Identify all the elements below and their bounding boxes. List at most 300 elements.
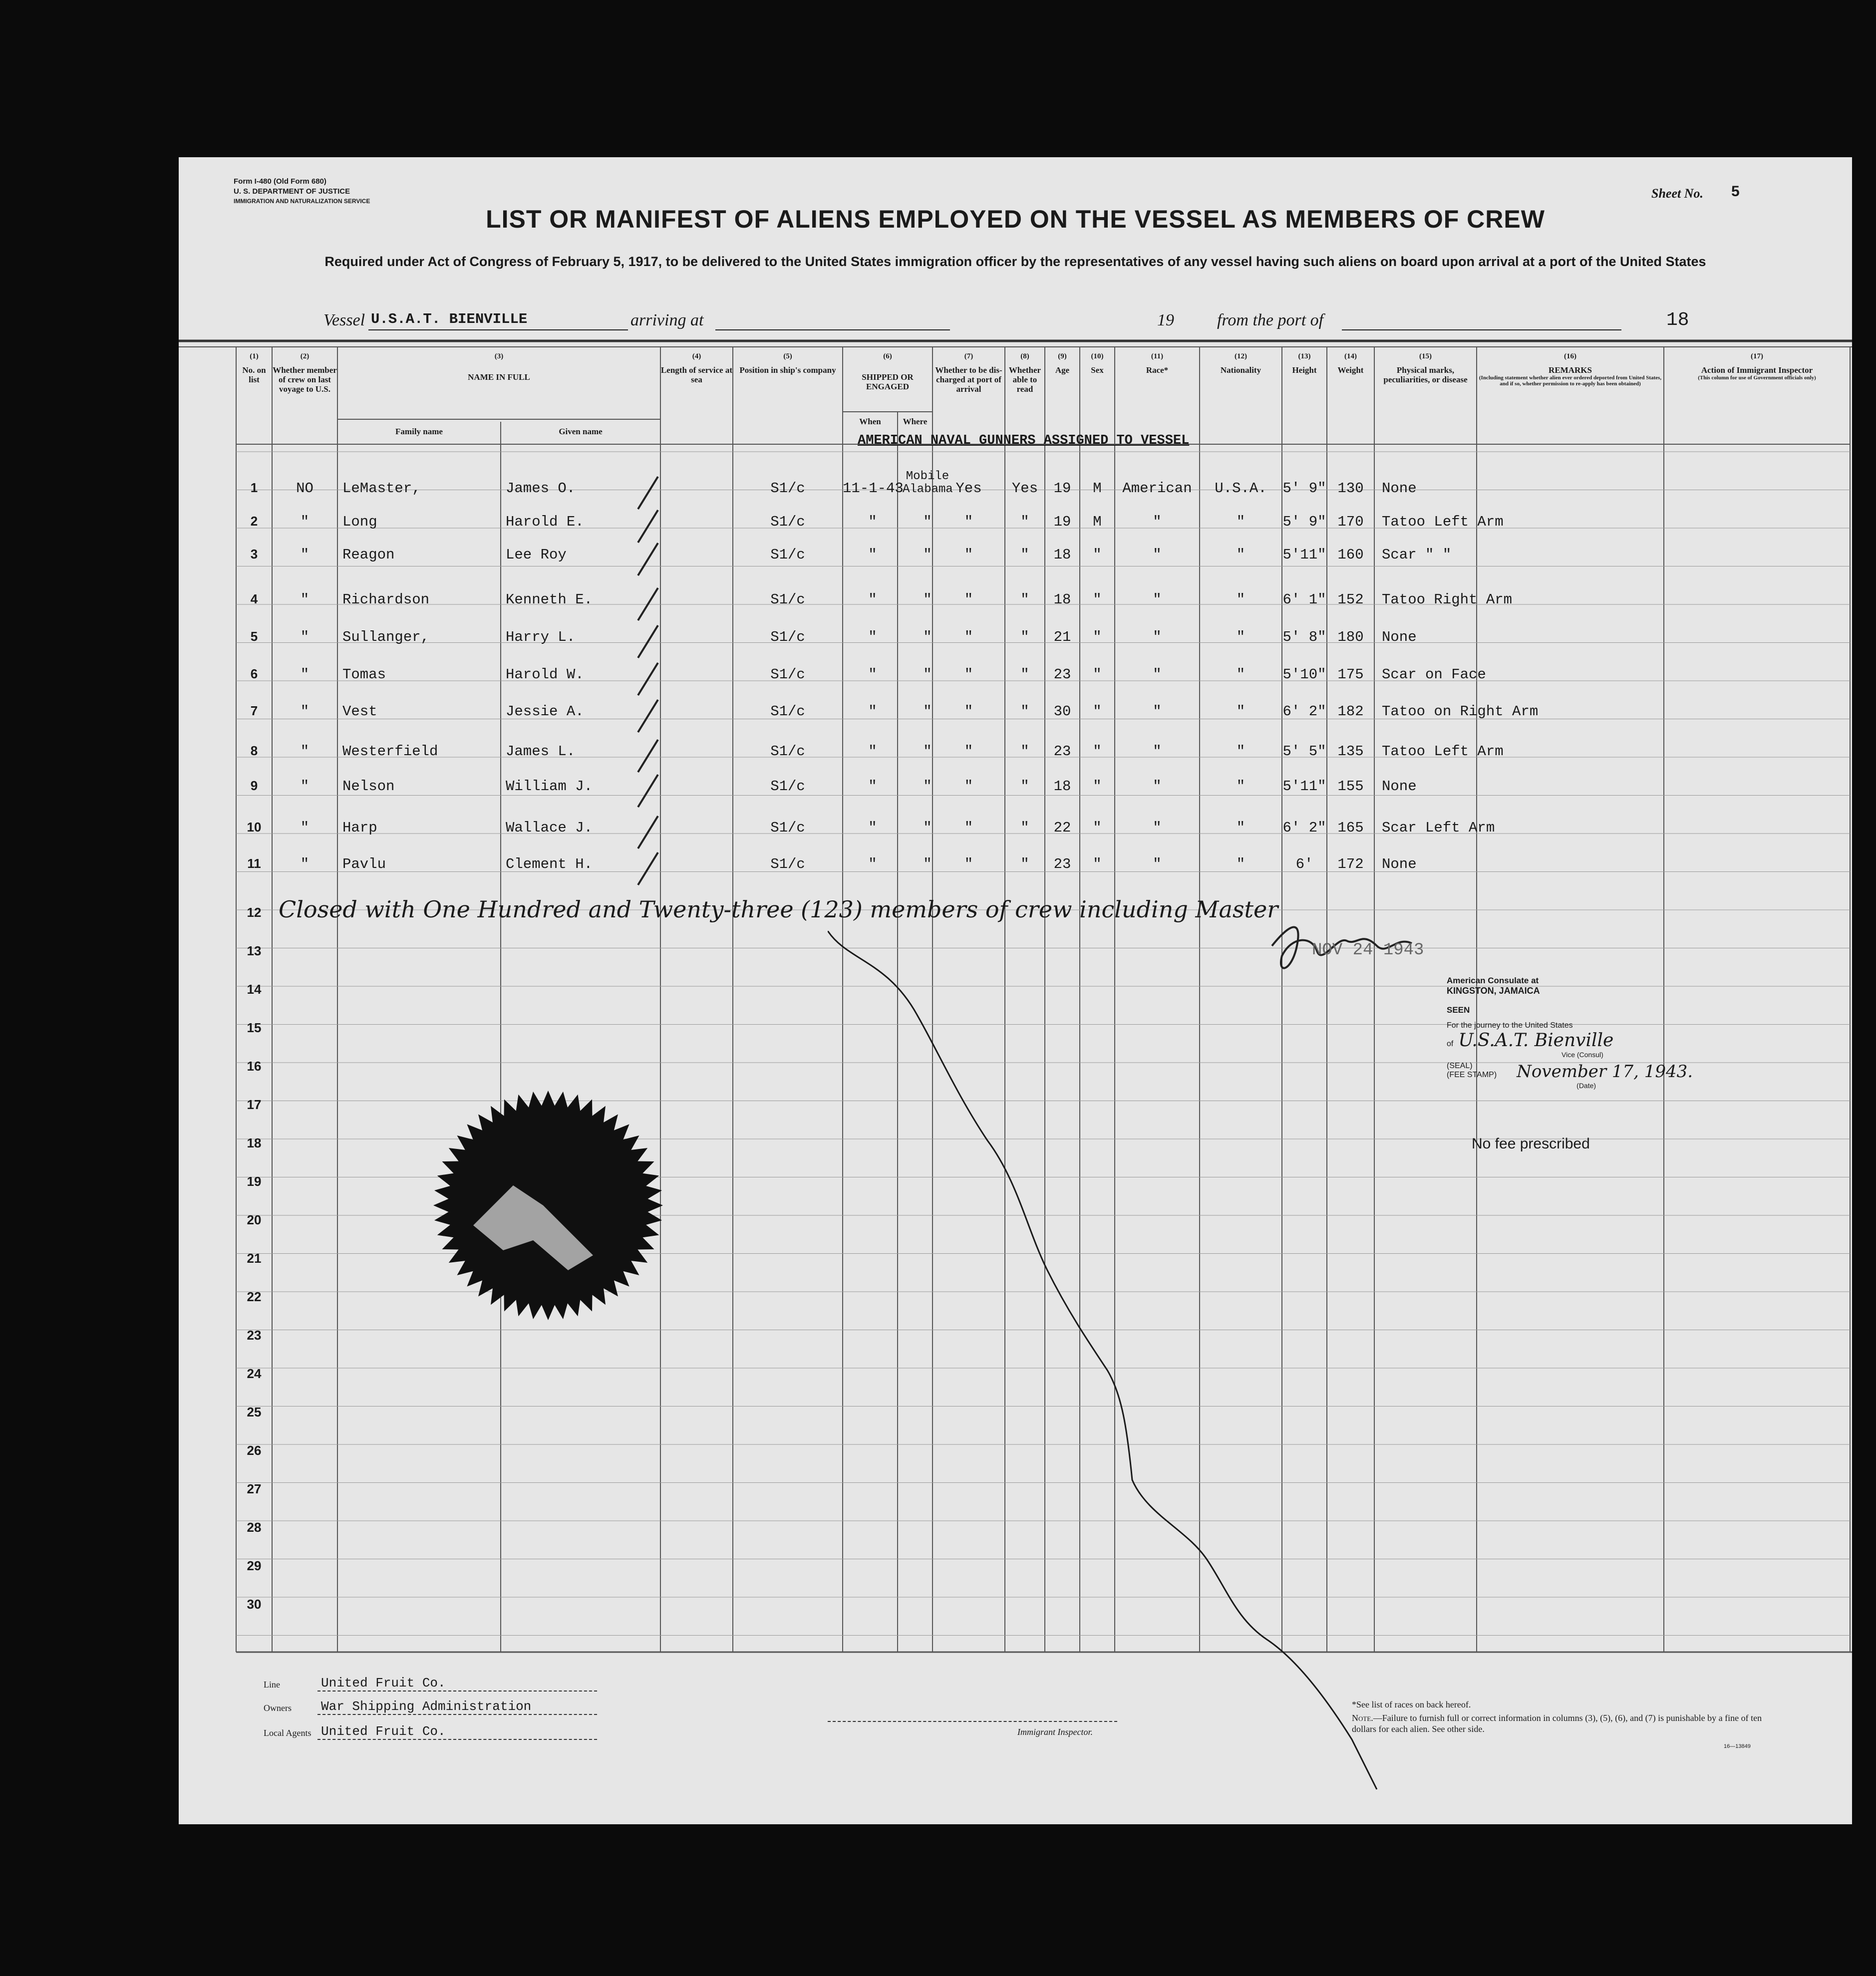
cell-height: 5'11" [1282,778,1326,795]
cell-position: S1/c [770,547,805,563]
cell-family: Nelson [342,778,395,795]
cell-prev: " [300,703,310,720]
cell-prev: " [300,820,310,836]
consul-of-label: of [1447,1040,1454,1048]
column-label: Age [1055,365,1070,375]
cell-where: " [923,591,932,608]
cell-read: Yes [1011,480,1038,497]
row-number: 17 [247,1097,262,1112]
cell-no: 9 [250,778,258,793]
cell-when: " [868,514,877,530]
cell-when: " [868,666,877,683]
fine-note-label: Note. [1352,1713,1373,1723]
row-number: 24 [247,1366,262,1381]
column-label: NAME IN FULL [468,372,530,382]
column-number: (17) [1751,352,1763,360]
section-heading: AMERICAN NAVAL GUNNERS ASSIGNED TO VESSEL [858,433,1190,448]
cell-age: 19 [1053,514,1071,530]
cell-no: 4 [250,591,258,606]
cell-nat: U.S.A. [1215,480,1267,497]
cell-weight: 155 [1337,778,1364,795]
cell-family: Tomas [342,666,386,683]
cell-age: 30 [1053,703,1071,720]
cell-marks: None [1382,856,1417,872]
cell-weight: 182 [1337,703,1364,720]
races-note: *See list of races on back hereof. [1352,1699,1471,1709]
row-number: 30 [247,1597,262,1612]
page-title: LIST OR MANIFEST OF ALIENS EMPLOYED ON THE VESSEL AS MEMBERS OF CREW [486,205,1545,233]
cell-sex: M [1093,514,1102,530]
sheet-no-label: Sheet No. [1651,186,1703,201]
cell-disch: " [964,547,973,563]
cell-marks: Tatoo Left Arm [1382,514,1504,530]
cell-disch: " [964,820,973,836]
footer-line-value: United Fruit Co. [321,1676,446,1691]
column-header [236,352,272,384]
cell-marks: Tatoo Right Arm [1382,591,1513,608]
cell-where: " [923,778,932,795]
consul-date-label: (Date) [1576,1082,1596,1090]
cell-height: 6' 2" [1282,703,1326,720]
cell-height: 6' [1295,856,1313,872]
cell-weight: 152 [1337,591,1364,608]
cell-position: S1/c [770,743,805,760]
cell-age: 23 [1053,856,1071,872]
column-header [1005,352,1045,394]
cell-position: S1/c [770,514,805,530]
cell-read: " [1020,591,1029,608]
column-number: (12) [1235,352,1247,360]
row-number: 28 [247,1520,262,1535]
cell-position: S1/c [770,629,805,645]
row-number: 29 [247,1558,262,1573]
cell-nat: " [1236,591,1246,608]
column-label: Height [1292,365,1317,375]
consul-vessel-hand: U.S.A.T. Bienville [1458,1030,1614,1051]
cell-no: 2 [250,514,258,529]
column-number: (3) [494,352,504,360]
cell-marks: Tatoo Left Arm [1382,743,1504,760]
consul-stamp [1447,976,1756,1090]
cell-race: " [1153,514,1162,530]
cell-where: " [923,856,932,872]
footer-owners-underline [317,1714,597,1715]
cell-weight: 170 [1337,514,1364,530]
cell-prev: " [300,591,310,608]
row-number: 12 [247,905,262,920]
cell-disch: " [964,666,973,683]
column-number: (14) [1344,352,1357,360]
column-number: (10) [1091,352,1104,360]
cell-height: 6' 2" [1282,820,1326,836]
vessel-label: Vessel [323,311,365,329]
footer-agents-label: Local Agents [264,1728,312,1738]
cell-family: Harp [342,820,377,836]
cell-when: " [868,629,877,645]
cell-read: " [1020,856,1029,872]
row-number: 25 [247,1405,262,1419]
closing-note: Closed with One Hundred and Twenty-three (123) members of crew including Master [279,896,1278,923]
cell-sex: " [1093,703,1102,720]
column-number: (11) [1151,352,1164,360]
pen-line [828,931,1477,1829]
cell-prev: " [300,856,310,872]
cell-nat: " [1236,666,1246,683]
cell-nat: " [1236,778,1246,795]
inspector-label: Immigrant Inspector. [1017,1727,1093,1737]
cell-marks: Scar Left Arm [1382,820,1495,836]
cell-read: " [1020,547,1029,563]
cell-position: S1/c [770,778,805,795]
row-number: 23 [247,1328,262,1343]
cell-marks: Scar " " [1382,547,1452,563]
fine-note-text: —Failure to furnish full or correct information in columns (3), (5), (6), and (7) is punishable by a fine of ten dollars for each alien. See other side. [1352,1713,1762,1734]
column-number: (8) [1020,352,1029,360]
column-header [1045,352,1080,375]
cell-height: 5' 9" [1282,480,1326,497]
cell-prev: " [300,629,310,645]
column-label: SHIPPED OR ENGAGED [862,372,914,391]
cell-sex: " [1093,666,1102,683]
cell-race: " [1153,547,1162,563]
column-header [1080,352,1115,375]
column-subheader: Given name [559,427,603,436]
no-fee-note: No fee prescribed [1472,1135,1590,1152]
column-subheader: Family name [395,427,443,436]
column-subheader: When [859,417,881,426]
cell-no: 5 [250,629,258,644]
cell-nat: " [1236,856,1246,872]
row-number: 20 [247,1212,262,1227]
cell-nat: " [1236,547,1246,563]
column-number: (9) [1058,352,1067,360]
inspector-line [828,1721,1117,1722]
cell-sex: " [1093,591,1102,608]
column-number: (4) [692,352,701,360]
cell-given: Lee Roy [506,547,567,563]
column-label: Whether to be dis-charged at port of arrival [935,365,1002,394]
cell-where: " [923,547,932,563]
cell-height: 5'10" [1282,666,1326,683]
column-label: Race* [1146,365,1169,375]
cell-disch: " [964,514,973,530]
cell-sex: " [1093,820,1102,836]
cell-when: " [868,743,877,760]
service: IMMIGRATION AND NATURALIZATION SERVICE [234,198,370,205]
cell-read: " [1020,703,1029,720]
cell-where: " [923,820,932,836]
cell-given: Harold E. [506,514,584,530]
manifest-sheet [179,157,1852,1824]
cell-race: " [1153,629,1162,645]
check-marks [628,447,688,996]
cell-age: 18 [1053,547,1071,563]
cell-family: Pavlu [342,856,386,872]
cell-prev: " [300,778,310,795]
column-number: (13) [1298,352,1311,360]
cell-race: " [1153,856,1162,872]
column-label: No. on list [242,365,266,384]
cell-no: 1 [250,480,258,495]
page-subtitle: Required under Act of Congress of February 5, 1917, to be delivered to the United States immigration officer by the representatives of any vessel having such aliens on board upon arrival at a port of the United States [324,254,1706,269]
consul-seal: (SEAL) [1447,1062,1473,1070]
cell-weight: 160 [1337,547,1364,563]
column-label: Position in ship's company [739,365,836,375]
sheet-no-value: 5 [1731,183,1740,200]
cell-where: Mobile Alabama [903,470,953,496]
vessel-value: U.S.A.T. BIENVILLE [371,311,528,327]
cell-read: " [1020,743,1029,760]
arriving-label: arriving at [630,311,704,329]
cell-when: 11-1-43 [843,480,904,497]
column-header [660,352,733,384]
form-number: Form I-480 (Old Form 680) [234,177,326,186]
cell-age: 21 [1053,629,1071,645]
cell-family: Sullanger, [342,629,430,645]
footer-owners-label: Owners [264,1703,292,1713]
footer-agents-underline [317,1739,597,1740]
cell-race: " [1153,591,1162,608]
column-header [272,352,337,394]
cell-marks: None [1382,480,1417,497]
column-label: REMARKS [1549,365,1592,375]
column-header [1374,352,1477,384]
column-header [337,352,660,382]
department: U. S. DEPARTMENT OF JUSTICE [234,187,350,196]
cell-disch: " [964,778,973,795]
column-label: Length of service at sea [660,365,733,384]
cell-family: Westerfield [342,743,438,760]
cell-height: 6' 1" [1282,591,1326,608]
cell-given: Jessie A. [506,703,584,720]
cell-prev: " [300,666,310,683]
cell-position: S1/c [770,666,805,683]
cell-nat: " [1236,820,1246,836]
cell-marks: None [1382,629,1417,645]
column-header [933,352,1005,394]
column-number: (15) [1419,352,1432,360]
cell-race: " [1153,820,1162,836]
column-header [1477,352,1664,387]
from-port-label: from the port of [1217,311,1324,329]
column-label: Nationality [1220,365,1261,375]
year-label: 19 [1157,311,1174,329]
cell-sex: " [1093,547,1102,563]
cell-race: American [1122,480,1192,497]
cell-disch: Yes [955,480,982,497]
column-number: (7) [964,352,973,360]
cell-given: James O. [506,480,576,497]
cell-race: " [1153,778,1162,795]
cell-weight: 135 [1337,743,1364,760]
cell-where: " [923,629,932,645]
column-note: (This column for use of Government officials only) [1698,375,1816,381]
cell-read: " [1020,666,1029,683]
cell-position: S1/c [770,820,805,836]
column-header [1282,352,1327,375]
cell-prev: " [300,514,310,530]
column-label: Whether able to read [1008,365,1041,394]
wax-seal [428,1091,668,1320]
cell-no: 7 [250,703,258,718]
consul-journey: For the journey to the United States [1447,1021,1573,1030]
cell-height: 5' 8" [1282,629,1326,645]
cell-nat: " [1236,629,1246,645]
column-header [843,352,933,391]
cell-race: " [1153,666,1162,683]
cell-when: " [868,591,877,608]
cell-nat: " [1236,703,1246,720]
fine-note [1352,1712,1776,1734]
cell-age: 23 [1053,666,1071,683]
row-number: 13 [247,943,262,958]
cell-race: " [1153,703,1162,720]
consul-fee-stamp: (FEE STAMP) [1447,1071,1497,1079]
column-number: (2) [300,352,310,360]
cell-given: James L. [506,743,576,760]
date-stamp: NOV 24 1943 [1312,941,1424,960]
column-header [733,352,843,375]
column-number: (16) [1564,352,1576,360]
cell-when: " [868,820,877,836]
cell-position: S1/c [770,480,805,497]
row-number: 18 [247,1135,262,1150]
year-value: 18 [1666,309,1689,331]
footer-line-label: Line [264,1680,280,1690]
cell-family: Vest [342,703,377,720]
cell-disch: " [964,856,973,872]
cell-prev: NO [296,480,313,497]
cell-read: " [1020,514,1029,530]
cell-where: " [923,666,932,683]
consul-vice: Vice (Consul) [1562,1051,1603,1059]
cell-race: " [1153,743,1162,760]
row-number: 16 [247,1059,262,1074]
footer-line-underline [317,1691,597,1692]
cell-age: 18 [1053,591,1071,608]
cell-given: Kenneth E. [506,591,593,608]
cell-family: Long [342,514,377,530]
cell-read: " [1020,629,1029,645]
cell-nat: " [1236,743,1246,760]
cell-where: " [923,743,932,760]
cell-no: 10 [247,820,262,835]
consul-line1: American Consulate at [1447,976,1539,985]
cell-age: 18 [1053,778,1071,795]
footer-owners-value: War Shipping Administration [321,1699,532,1714]
cell-prev: " [300,743,310,760]
column-label: Whether member of crew on last voyage to U.S. [273,365,337,394]
row-number: 21 [247,1251,262,1266]
cell-given: Wallace J. [506,820,593,836]
cell-weight: 180 [1337,629,1364,645]
column-header [1200,352,1282,375]
cell-height: 5' 5" [1282,743,1326,760]
column-note: (Including statement whether alien ever ordered deported from United States, and if so, whether permission to re-apply has been obtained) [1479,375,1662,387]
cell-weight: 130 [1337,480,1364,497]
cell-position: S1/c [770,856,805,872]
column-label: Action of Immigrant Inspector [1701,365,1813,375]
column-label: Sex [1091,365,1104,375]
print-code: 16—13849 [1724,1743,1751,1749]
cell-marks: Scar on Face [1382,666,1486,683]
cell-age: 19 [1053,480,1071,497]
column-number: (1) [250,352,259,360]
row-number: 27 [247,1481,262,1496]
cell-when: " [868,703,877,720]
cell-where: " [923,514,932,530]
cell-read: " [1020,820,1029,836]
cell-position: S1/c [770,703,805,720]
column-header [1327,352,1374,375]
cell-disch: " [964,743,973,760]
cell-given: Harold W. [506,666,584,683]
cell-age: 23 [1053,743,1071,760]
cell-position: S1/c [770,591,805,608]
cell-no: 11 [247,856,261,871]
cell-no: 3 [250,547,258,562]
column-number: (5) [783,352,792,360]
cell-no: 6 [250,666,258,681]
cell-given: Clement H. [506,856,593,872]
cell-read: " [1020,778,1029,795]
cell-height: 5'11" [1282,547,1326,563]
cell-disch: " [964,591,973,608]
row-number: 22 [247,1289,262,1304]
cell-weight: 165 [1337,820,1364,836]
cell-weight: 175 [1337,666,1364,683]
consul-seen: SEEN [1447,1005,1470,1015]
row-number: 26 [247,1443,262,1458]
cell-marks: Tatoo on Right Arm [1382,703,1539,720]
cell-when: " [868,778,877,795]
cell-given: Harry L. [506,629,576,645]
cell-family: Richardson [342,591,430,608]
column-number: (6) [883,352,892,360]
column-label: Weight [1337,365,1364,375]
cell-family: LeMaster, [342,480,421,497]
cell-prev: " [300,547,310,563]
row-number: 14 [247,982,262,997]
cell-given: William J. [506,778,593,795]
column-header [1115,352,1200,375]
column-label: Physical marks, peculiarities, or disease [1383,365,1468,384]
consul-line2: KINGSTON, JAMAICA [1447,986,1540,996]
column-header [1664,352,1850,381]
cell-sex: " [1093,778,1102,795]
footer-agents-value: United Fruit Co. [321,1724,446,1739]
cell-disch: " [964,629,973,645]
cell-family: Reagon [342,547,395,563]
cell-age: 22 [1053,820,1071,836]
consul-date-hand: November 17, 1943. [1517,1062,1693,1082]
cell-when: " [868,547,877,563]
cell-marks: None [1382,778,1417,795]
cell-where: " [923,703,932,720]
cell-sex: " [1093,629,1102,645]
row-number: 15 [247,1020,262,1035]
cell-height: 5' 9" [1282,514,1326,530]
cell-sex: " [1093,743,1102,760]
cell-weight: 172 [1337,856,1364,872]
cell-disch: " [964,703,973,720]
cell-nat: " [1236,514,1246,530]
cell-sex: " [1093,856,1102,872]
column-subheader: Where [903,417,928,426]
cell-no: 8 [250,743,258,758]
cell-when: " [868,856,877,872]
row-number: 19 [247,1174,262,1189]
